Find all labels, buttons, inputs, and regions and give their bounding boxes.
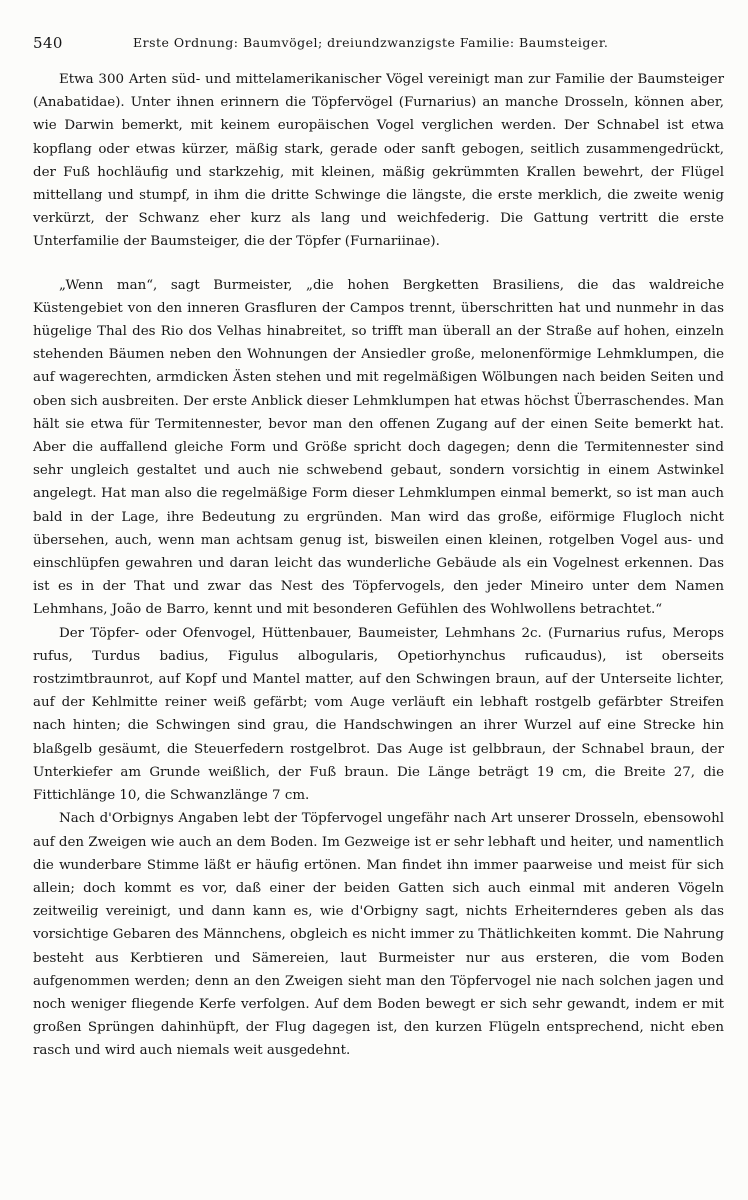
page-number: 540 [33,34,63,52]
paragraph-family-intro: Etwa 300 Arten süd- und mittelamerikanischer Vögel vereinigt man zur Familie der Baumsteiger (Anabatidae). Unter ihnen erinnern die Töpfervögel (Furnarius) an manche Drosseln, können aber, wie Darwin bemerkt, mit keinem europäischen Vogel verglichen werden. Der Schnabel ist etwa kopflang oder etwas kürzer, mäßig stark, gerade oder sanft gebogen, seitlich zusammengedrückt, der Fuß hochläufig und starkzehig, mit kleinen, mäßig gekrümmten Krallen bewehrt, der Flügel mittellang und stumpf, in ihm die dritte Schwinge die längste, die erste merklich, die zweite wenig verkürzt, der Schwanz eher kurz als lang und weichfederig. Die Gattung vertritt die erste Unterfamilie der Baumsteiger, die der Töpfer (Furnariinae). [33,72,724,250]
paragraph-behavior: Nach d'Orbignys Angaben lebt der Töpfervogel ungefähr nach Art unserer Drosseln, ebensowohl auf den Zweigen wie auch an dem Boden. Im Gezweige ist er sehr lebhaft und heiter, und namentlich die wunderbare Stimme läßt er häufig ertönen. Man findet ihn immer paarweise und meist für sich allein; doch kommt es vor, daß einer der beiden Gatten sich auch einmal mit anderen Vögeln zeitweilig vereinigt, und dann kann es, wie d'Orbigny sagt, nichts Erheiternderes geben als das vorsichtige Gebaren des Männchens, obgleich es nicht immer zu Thätlichkeiten kommt. Die Nahrung besteht aus Kerbtieren und Sämereien, laut Burmeister nur aus ersteren, die vom Boden aufgenommen werden; denn an den Zweigen sieht man den Töpfervogel nie nach solchen jagen und noch weniger fliegende Kerfe verfolgen. Auf dem Boden bewegt er sich sehr gewandt, indem er mit großen Sprüngen dahinhüpft, der Flug dagegen ist, den kurzen Flügeln entsprechend, nicht eben rasch und wird auch niemals weit ausgedehnt. [33,811,724,1059]
paragraph-burmeister-quote: „Wenn man“, sagt Burmeister, „die hohen Bergketten Brasiliens, die das waldreiche Küstengebiet von den inneren Grasfluren der Campos trennt, überschritten hat und nunmehr in das hügelige Thal des Rio dos Velhas hinabreitet, so trifft man überall an der Straße auf hohen, einzeln stehenden Bäumen neben den Wohnungen der Ansiedler große, melonenförmige Lehmklumpen, die auf wagerechten, armdicken Ästen stehen und mit regelmäßigen Wölbungen nach beiden Seiten und oben sich ausbreiten. Der erste Anblick dieser Lehmklumpen hat etwas höchst Überraschendes. Man hält sie etwa für Termitennester, bevor man den offenen Zugang auf der einen Seite bemerkt hat. Aber die auffallend gleiche Form und Größe spricht doch dagegen; denn die Termitennester sind sehr ungleich gestaltet und auch nie schwebend gebaut, sondern vorsichtig in einem Astwinkel angelegt. Hat man also die regelmäßige Form dieser Lehmklumpen einmal bemerkt, so ist man auch bald in der Lage, ihre Bedeutung zu ergründen. Man wird das große, eiförmige Flugloch nicht übersehen, auch, wenn man achtsam genug ist, bisweilen einen kleinen, rotgelben Vogel aus- und einschlüpfen gewahren und daran leicht das wunderliche Gebäude als ein Vogelnest erkennen. Das ist es in der That und zwar das Nest des Töpfervogels, den jeder Mineiro unter dem Namen Lehmhans, João de Barro, kennt und mit besonderen Gefühlen des Wohlwollens betrachtet.“ [33,277,724,618]
body-text [33,68,724,1063]
paragraph-species-description: Der Töpfer- oder Ofenvogel, Hüttenbauer, Baumeister, Lehmhans 2c. (Furnarius rufus, Merops rufus, Turdus badius, Figulus albogularis, Opetiorhynchus ruficaudus), ist oberseits rostzimtbraunrot, auf Kopf und Mantel matter, auf den Schwingen braun, auf der Unterseite lichter, auf der Kehlmitte reiner weiß gefärbt; vom Auge verläuft ein lebhaft rostgelb gefärbter Streifen nach hinten; die Schwingen sind grau, die Handschwingen an ihrer Wurzel auf eine Strecke hin blaßgelb gesäumt, die Steuerfedern rostgelbrot. Das Auge ist gelbbraun, der Schnabel braun, der Unterkiefer am Grunde weißlich, der Fuß braun. Die Länge beträgt 19 cm, die Breite 27, die Fittichlänge 10, die Schwanzlänge 7 cm. [33,625,724,804]
running-head [33,34,724,54]
running-title: Erste Ordnung: Baumvögel; dreiundzwanzigste Familie: Baumsteiger. [133,35,609,50]
